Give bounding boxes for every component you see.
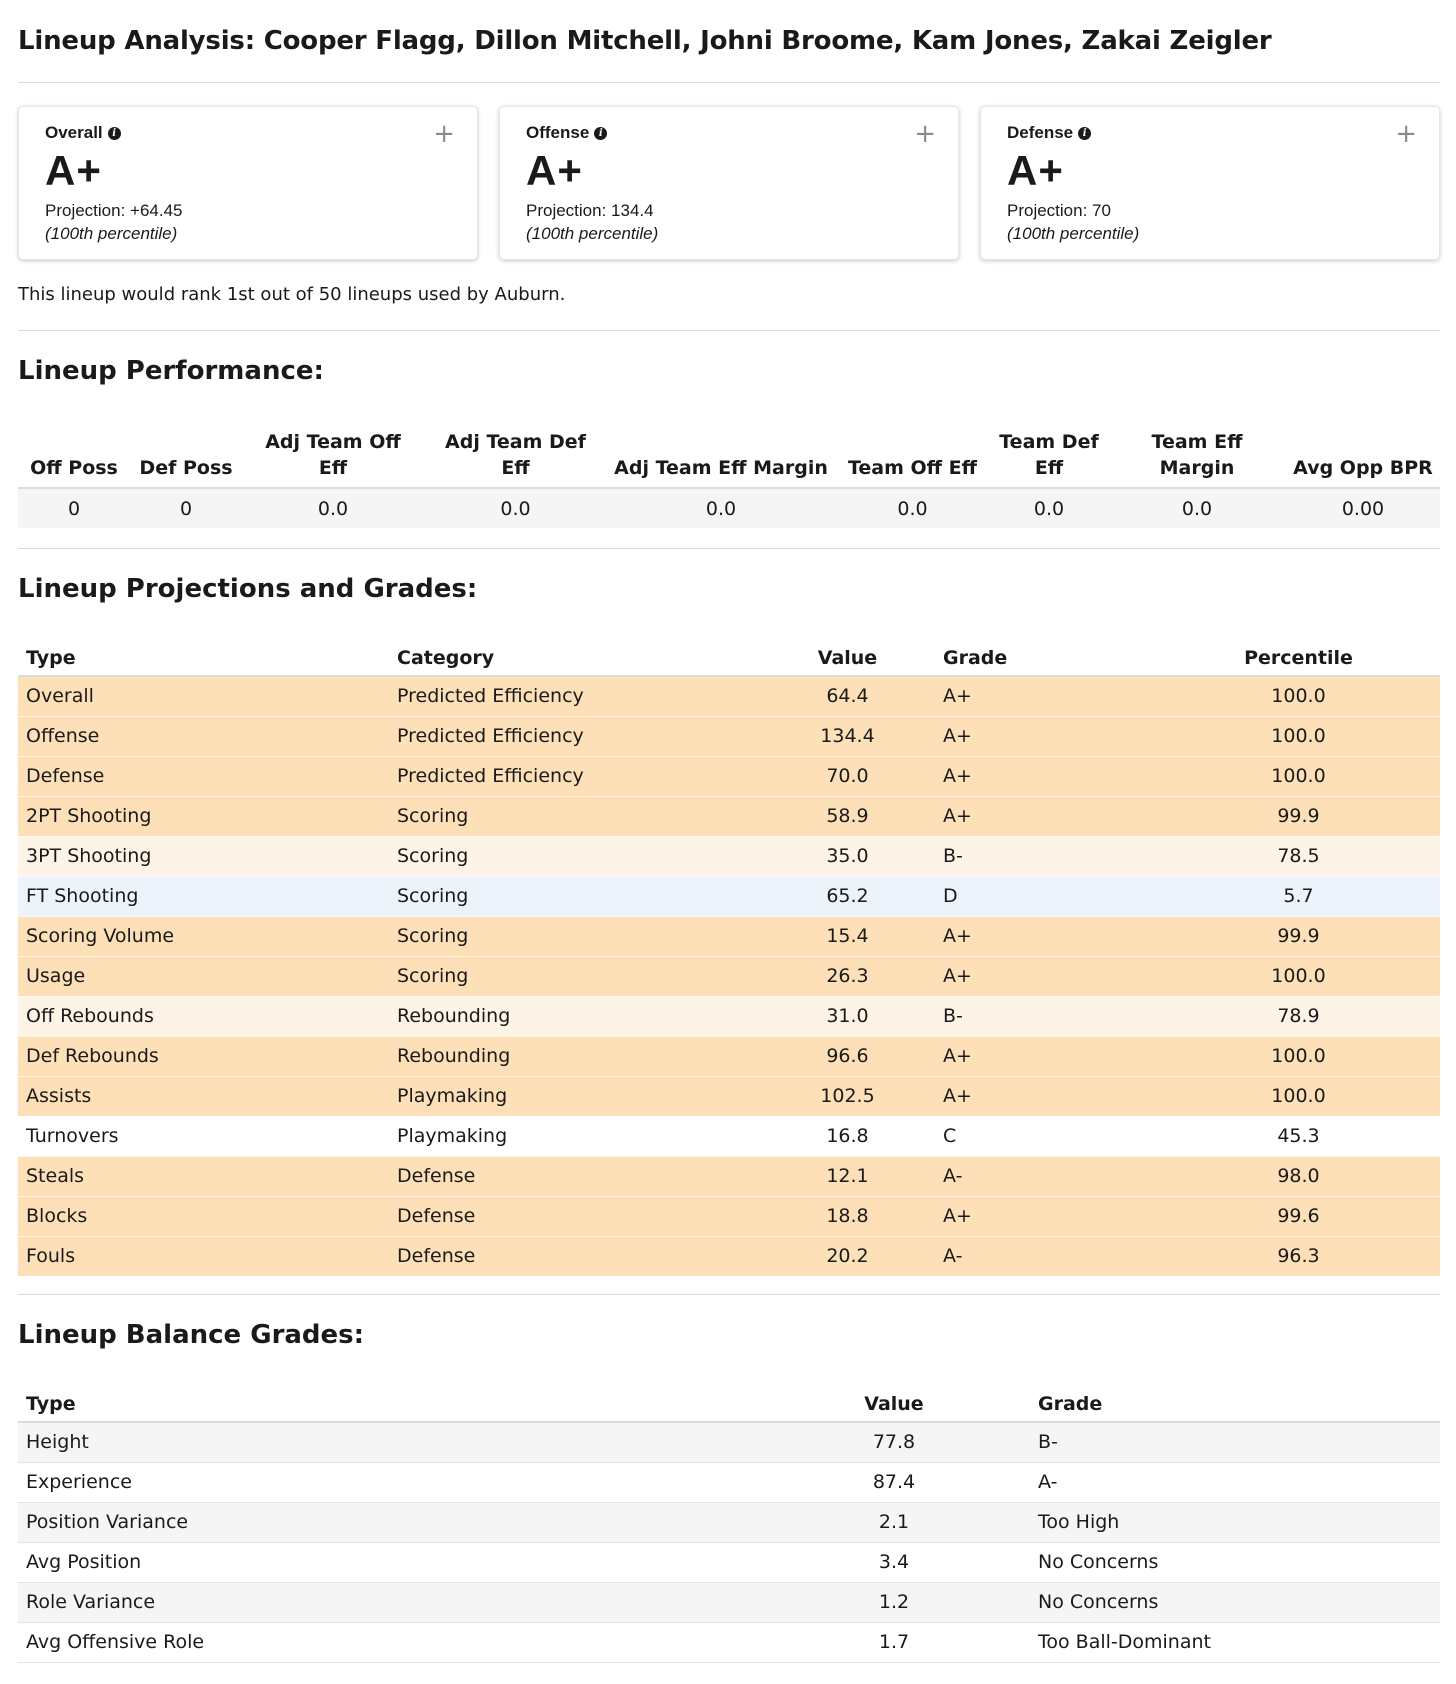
card-percentile: (100th percentile) — [1007, 224, 1140, 243]
value-cell: 3.4 — [758, 1542, 1030, 1582]
performance-table — [18, 422, 1440, 528]
table-row — [18, 1156, 1440, 1196]
value-cell: 18.8 — [760, 1196, 935, 1236]
card-label: Offense — [526, 123, 590, 142]
grade-cell: Too High — [1030, 1502, 1440, 1542]
grade-cell: B- — [935, 836, 1157, 876]
type-cell: Defense — [18, 756, 389, 796]
value-cell: 65.2 — [760, 876, 935, 916]
column-header: Grade — [1030, 1382, 1440, 1422]
grade-cell: A+ — [935, 676, 1157, 716]
table-row — [18, 1422, 1440, 1462]
table-row — [18, 916, 1440, 956]
value-cell: 1.2 — [758, 1582, 1030, 1622]
table-cell: 0.0 — [990, 488, 1108, 528]
grade-cell: A- — [935, 1156, 1157, 1196]
category-cell: Rebounding — [389, 996, 760, 1036]
column-header: Team Off Eff — [835, 422, 990, 488]
value-cell: 58.9 — [760, 796, 935, 836]
column-header: Value — [758, 1382, 1030, 1422]
card-header — [45, 123, 121, 143]
card-projection: Projection: 134.4 — [526, 201, 654, 220]
balance-heading: Lineup Balance Grades: — [18, 1320, 365, 1350]
percentile-cell: 45.3 — [1157, 1116, 1440, 1156]
grade-cell: Too Ball-Dominant — [1030, 1622, 1440, 1662]
type-cell: Offense — [18, 716, 389, 756]
projections-table — [18, 636, 1440, 1277]
table-row — [18, 796, 1440, 836]
value-cell: 87.4 — [758, 1462, 1030, 1502]
table-row — [18, 756, 1440, 796]
value-cell: 26.3 — [760, 956, 935, 996]
type-cell: Scoring Volume — [18, 916, 389, 956]
category-cell: Scoring — [389, 836, 760, 876]
column-header: Grade — [935, 636, 1157, 676]
grade-cell: A+ — [935, 796, 1157, 836]
value-cell: 102.5 — [760, 1076, 935, 1116]
expand-plus-icon[interactable]: + — [1395, 119, 1417, 149]
page-title: Lineup Analysis: Cooper Flagg, Dillon Mitchell, Johni Broome, Kam Jones, Zakai Zeigler — [18, 26, 1272, 56]
category-cell: Predicted Efficiency — [389, 676, 760, 716]
card-label: Overall — [45, 123, 103, 142]
defense-card — [980, 106, 1440, 260]
type-cell: Experience — [18, 1462, 758, 1502]
grade-cell: A+ — [935, 1036, 1157, 1076]
offense-card — [499, 106, 959, 260]
percentile-cell: 100.0 — [1157, 676, 1440, 716]
column-header: Avg Opp BPR — [1286, 422, 1440, 488]
grade-cell: A+ — [935, 1196, 1157, 1236]
table-cell: 0 — [130, 488, 242, 528]
expand-plus-icon[interactable]: + — [914, 119, 936, 149]
grade-cell: A+ — [935, 716, 1157, 756]
column-header: Def Poss — [130, 422, 242, 488]
grade-cell: No Concerns — [1030, 1582, 1440, 1622]
column-header: Value — [760, 636, 935, 676]
table-row — [18, 1196, 1440, 1236]
grade-cell: B- — [1030, 1422, 1440, 1462]
value-cell: 20.2 — [760, 1236, 935, 1276]
column-header: Adj Team Def Eff — [424, 422, 607, 488]
percentile-cell: 78.5 — [1157, 836, 1440, 876]
table-cell: 0.0 — [835, 488, 990, 528]
type-cell: FT Shooting — [18, 876, 389, 916]
card-projection: Projection: +64.45 — [45, 201, 183, 220]
table-row — [18, 488, 1440, 528]
grade-cell: No Concerns — [1030, 1542, 1440, 1582]
table-row — [18, 1502, 1440, 1542]
divider — [18, 548, 1440, 549]
lineup-rank-text: This lineup would rank 1st out of 50 lineups used by Auburn. — [18, 284, 566, 305]
type-cell: Role Variance — [18, 1582, 758, 1622]
type-cell: 2PT Shooting — [18, 796, 389, 836]
table-row — [18, 716, 1440, 756]
value-cell: 35.0 — [760, 836, 935, 876]
table-row — [18, 836, 1440, 876]
table-row — [18, 1542, 1440, 1582]
table-cell: 0.0 — [424, 488, 607, 528]
table-cell: 0.0 — [242, 488, 424, 528]
column-header: Team Def Eff — [990, 422, 1108, 488]
type-cell: Fouls — [18, 1236, 389, 1276]
category-cell: Playmaking — [389, 1076, 760, 1116]
value-cell: 12.1 — [760, 1156, 935, 1196]
divider — [18, 330, 1440, 331]
type-cell: Overall — [18, 676, 389, 716]
grade-cell: B- — [935, 996, 1157, 1036]
type-cell: Avg Offensive Role — [18, 1622, 758, 1662]
table-row — [18, 1236, 1440, 1276]
card-grade: A+ — [45, 147, 102, 194]
table-row — [18, 956, 1440, 996]
percentile-cell: 99.6 — [1157, 1196, 1440, 1236]
card-grade: A+ — [526, 147, 583, 194]
category-cell: Predicted Efficiency — [389, 716, 760, 756]
divider — [18, 82, 1440, 83]
type-cell: Off Rebounds — [18, 996, 389, 1036]
card-percentile: (100th percentile) — [45, 224, 178, 243]
info-icon[interactable]: i — [594, 127, 607, 140]
grade-cell: A+ — [935, 956, 1157, 996]
projections-heading: Lineup Projections and Grades: — [18, 574, 478, 604]
percentile-cell: 99.9 — [1157, 916, 1440, 956]
column-header: Team Eff Margin — [1108, 422, 1286, 488]
type-cell: Avg Position — [18, 1542, 758, 1582]
table-cell: 0.0 — [607, 488, 835, 528]
category-cell: Scoring — [389, 956, 760, 996]
value-cell: 96.6 — [760, 1036, 935, 1076]
table-cell: 0.00 — [1286, 488, 1440, 528]
type-cell: Def Rebounds — [18, 1036, 389, 1076]
category-cell: Scoring — [389, 916, 760, 956]
percentile-cell: 96.3 — [1157, 1236, 1440, 1276]
grade-cell: A+ — [935, 916, 1157, 956]
type-cell: Position Variance — [18, 1502, 758, 1542]
category-cell: Scoring — [389, 876, 760, 916]
type-cell: Turnovers — [18, 1116, 389, 1156]
card-grade: A+ — [1007, 147, 1064, 194]
table-row — [18, 876, 1440, 916]
type-cell: Usage — [18, 956, 389, 996]
percentile-cell: 100.0 — [1157, 956, 1440, 996]
table-row — [18, 1582, 1440, 1622]
type-cell: Steals — [18, 1156, 389, 1196]
category-cell: Playmaking — [389, 1116, 760, 1156]
table-row — [18, 996, 1440, 1036]
percentile-cell: 100.0 — [1157, 1036, 1440, 1076]
percentile-cell: 78.9 — [1157, 996, 1440, 1036]
value-cell: 77.8 — [758, 1422, 1030, 1462]
table-row — [18, 676, 1440, 716]
grade-cards — [18, 106, 1440, 260]
category-cell: Defense — [389, 1236, 760, 1276]
column-header: Type — [18, 1382, 758, 1422]
column-header: Off Poss — [18, 422, 130, 488]
divider — [18, 1294, 1440, 1295]
column-header: Type — [18, 636, 389, 676]
category-cell: Scoring — [389, 796, 760, 836]
expand-plus-icon[interactable]: + — [433, 119, 455, 149]
value-cell: 31.0 — [760, 996, 935, 1036]
value-cell: 16.8 — [760, 1116, 935, 1156]
grade-cell: A+ — [935, 1076, 1157, 1116]
grade-cell: A- — [935, 1236, 1157, 1276]
value-cell: 15.4 — [760, 916, 935, 956]
grade-cell: A+ — [935, 756, 1157, 796]
category-cell: Rebounding — [389, 1036, 760, 1076]
percentile-cell: 99.9 — [1157, 796, 1440, 836]
category-cell: Defense — [389, 1156, 760, 1196]
card-percentile: (100th percentile) — [526, 224, 659, 243]
grade-cell: D — [935, 876, 1157, 916]
card-header — [1007, 123, 1091, 143]
value-cell: 134.4 — [760, 716, 935, 756]
table-cell: 0 — [18, 488, 130, 528]
column-header: Percentile — [1157, 636, 1440, 676]
type-cell: Height — [18, 1422, 758, 1462]
table-row — [18, 1462, 1440, 1502]
category-cell: Predicted Efficiency — [389, 756, 760, 796]
card-label: Defense — [1007, 123, 1074, 142]
type-cell: Assists — [18, 1076, 389, 1116]
percentile-cell: 100.0 — [1157, 756, 1440, 796]
value-cell: 64.4 — [760, 676, 935, 716]
type-cell: Blocks — [18, 1196, 389, 1236]
value-cell: 1.7 — [758, 1622, 1030, 1662]
column-header: Category — [389, 636, 760, 676]
grade-cell: C — [935, 1116, 1157, 1156]
percentile-cell: 5.7 — [1157, 876, 1440, 916]
table-row — [18, 1036, 1440, 1076]
card-header — [526, 123, 607, 143]
percentile-cell: 100.0 — [1157, 716, 1440, 756]
value-cell: 2.1 — [758, 1502, 1030, 1542]
balance-table — [18, 1382, 1440, 1663]
type-cell: 3PT Shooting — [18, 836, 389, 876]
column-header: Adj Team Off Eff — [242, 422, 424, 488]
category-cell: Defense — [389, 1196, 760, 1236]
value-cell: 70.0 — [760, 756, 935, 796]
percentile-cell: 98.0 — [1157, 1156, 1440, 1196]
column-header: Adj Team Eff Margin — [607, 422, 835, 488]
performance-heading: Lineup Performance: — [18, 356, 324, 386]
table-row — [18, 1622, 1440, 1662]
table-row — [18, 1116, 1440, 1156]
percentile-cell: 100.0 — [1157, 1076, 1440, 1116]
card-projection: Projection: 70 — [1007, 201, 1111, 220]
info-icon[interactable]: i — [1078, 127, 1091, 140]
grade-cell: A- — [1030, 1462, 1440, 1502]
info-icon[interactable]: i — [108, 127, 121, 140]
table-row — [18, 1076, 1440, 1116]
overall-card — [18, 106, 478, 260]
table-cell: 0.0 — [1108, 488, 1286, 528]
